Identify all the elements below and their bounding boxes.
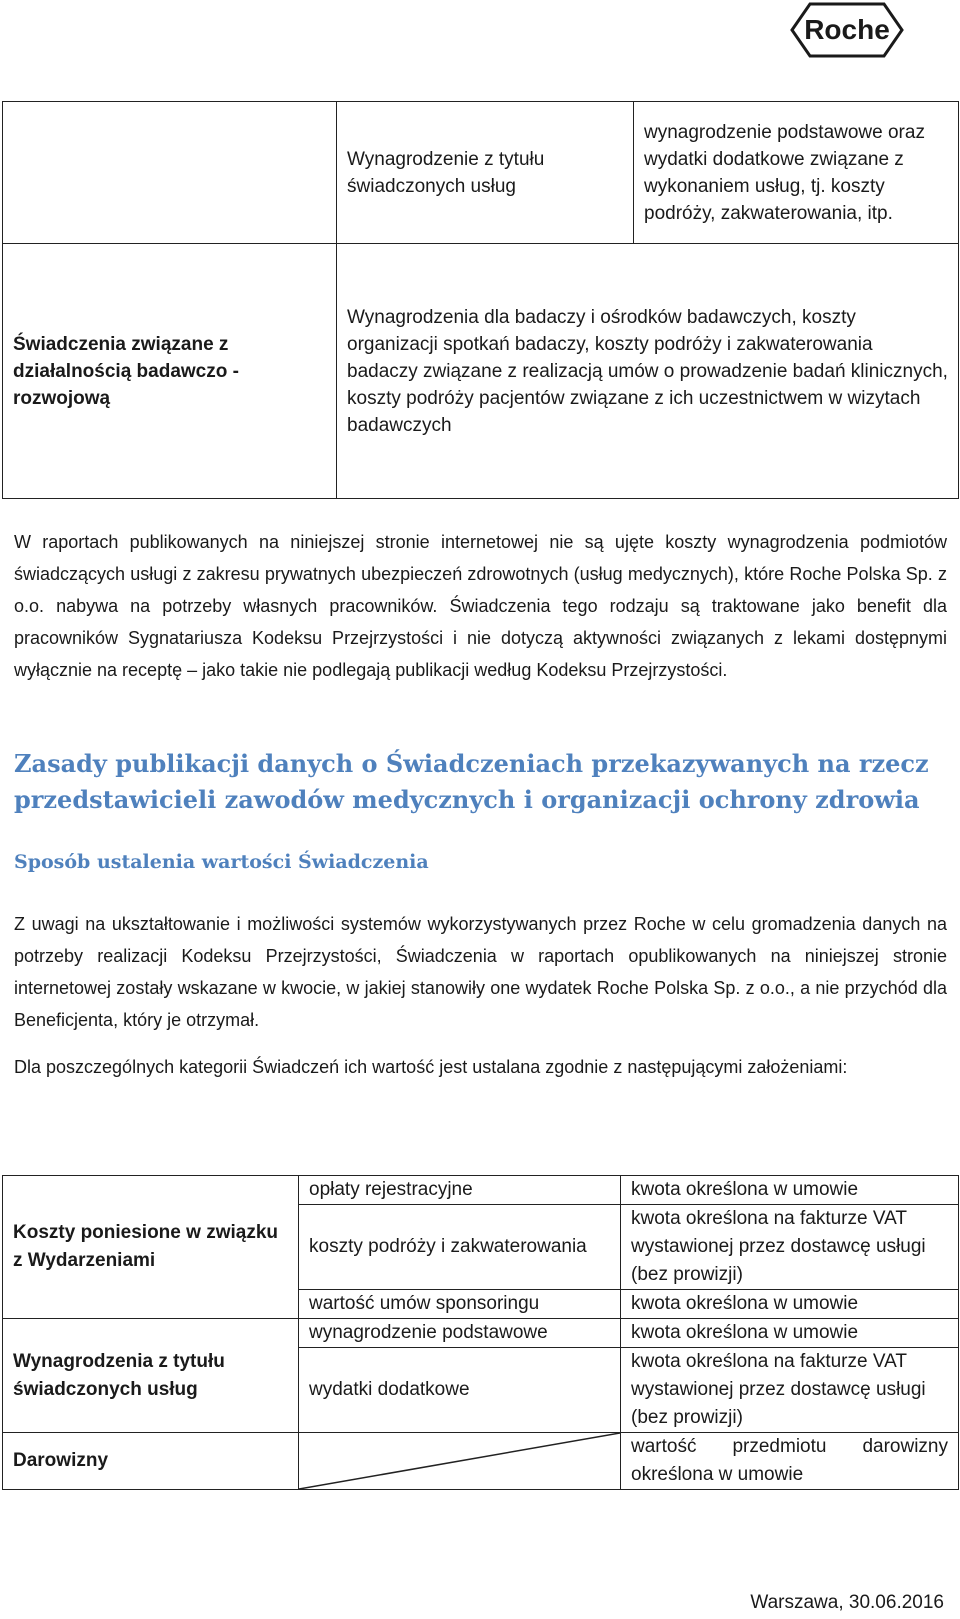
empty-diagonal-cell	[299, 1433, 621, 1490]
valuation-table	[2, 1175, 959, 1490]
category-events: Koszty poniesione w związku z Wydarzeniami	[3, 1176, 299, 1319]
footer-date: Warszawa, 30.06.2016	[750, 1592, 944, 1613]
value-cell: kwota określona na fakturze VAT wystawionej przez dostawcę usługi (bez prowizji)	[621, 1205, 959, 1290]
category-services: Wynagrodzenia z tytułu świadczonych usług	[3, 1319, 299, 1433]
value-cell: kwota określona w umowie	[621, 1290, 959, 1319]
diagonal-line	[299, 1433, 620, 1489]
item-cell: wydatki dodatkowe	[299, 1348, 621, 1433]
subsection-heading: Sposób ustalenia wartości Świadczenia	[14, 851, 429, 873]
value-cell: wartość przedmiotu darowizny określona w umowie	[621, 1433, 959, 1490]
paragraph-assumptions: Dla poszczególnych kategorii Świadczeń ich wartość jest ustalana zgodnie z następującymi założeniami:	[14, 1057, 848, 1077]
table-row	[3, 244, 959, 499]
description-cell: Wynagrodzenia dla badaczy i ośrodków badawczych, koszty organizacji spotkań badaczy, koszty podróży i zakwaterowania badaczy związane z realizacją umów o prowadzenie badań klinicznych, koszty podróży pacjentów związane z ich uczestnictwem w wizytach badawczych	[337, 244, 959, 499]
subcategory-cell: Wynagrodzenie z tytułu świadczonych usług	[337, 102, 634, 244]
value-cell: kwota określona w umowie	[621, 1319, 959, 1348]
item-cell: wynagrodzenie podstawowe	[299, 1319, 621, 1348]
table-row	[3, 1176, 959, 1205]
item-cell: opłaty rejestracyjne	[299, 1176, 621, 1205]
benefits-table-top	[2, 101, 959, 499]
table-row	[3, 1433, 959, 1490]
item-cell: koszty podróży i zakwaterowania	[299, 1205, 621, 1290]
category-cell: Świadczenia związane z działalnością badawczo - rozwojową	[3, 244, 337, 499]
value-cell: kwota określona w umowie	[621, 1176, 959, 1205]
item-cell: wartość umów sponsoringu	[299, 1290, 621, 1319]
section-heading: Zasady publikacji danych o Świadczeniach przekazywanych na rzecz przedstawicieli zawodów medycznych i organizacji ochrony zdrowia	[14, 749, 929, 814]
paragraph-value-method: Z uwagi na ukształtowanie i możliwości systemów wykorzystywanych przez Roche w celu gromadzenia danych na potrzeby realizacji Kodeksu Przejrzystości, Świadczenia w raportach opublikowanych na niniejszej stronie internetowej zostały wskazane w kwocie, w jakiej stanowiły one wydatek Roche Polska Sp. z o.o., a nie przychód dla Beneficjenta, który je otrzymał.	[14, 914, 947, 1030]
paragraph-private-insurance: W raportach publikowanych na niniejszej stronie internetowej nie są ujęte koszty wynagrodzenia podmiotów świadczących usługi z zakresu prywatnych ubezpieczeń zdrowotnych (usług medycznych), które Roche Polska Sp. z o.o. nabywa na potrzeby własnych pracowników. Świadczenia tego rodzaju są traktowane jako benefit dla pracowników Sygnatariusza Kodeksu Przejrzystości i nie dotyczą aktywności związanych z lekami dostępnymi wyłącznie na receptę – jako takie nie podlegają publikacji według Kodeksu Przejrzystości.	[14, 532, 947, 680]
roche-logo	[788, 0, 906, 60]
svg-text:Roche: Roche	[804, 14, 890, 45]
value-cell: kwota określona na fakturze VAT wystawionej przez dostawcę usługi (bez prowizji)	[621, 1348, 959, 1433]
category-cell-empty	[3, 102, 337, 244]
description-cell: wynagrodzenie podstawowe oraz wydatki dodatkowe związane z wykonaniem usług, tj. koszty podróży, zakwaterowania, itp.	[634, 102, 959, 244]
category-donations: Darowizny	[3, 1433, 299, 1490]
table-row	[3, 1319, 959, 1348]
table-row	[3, 102, 959, 244]
